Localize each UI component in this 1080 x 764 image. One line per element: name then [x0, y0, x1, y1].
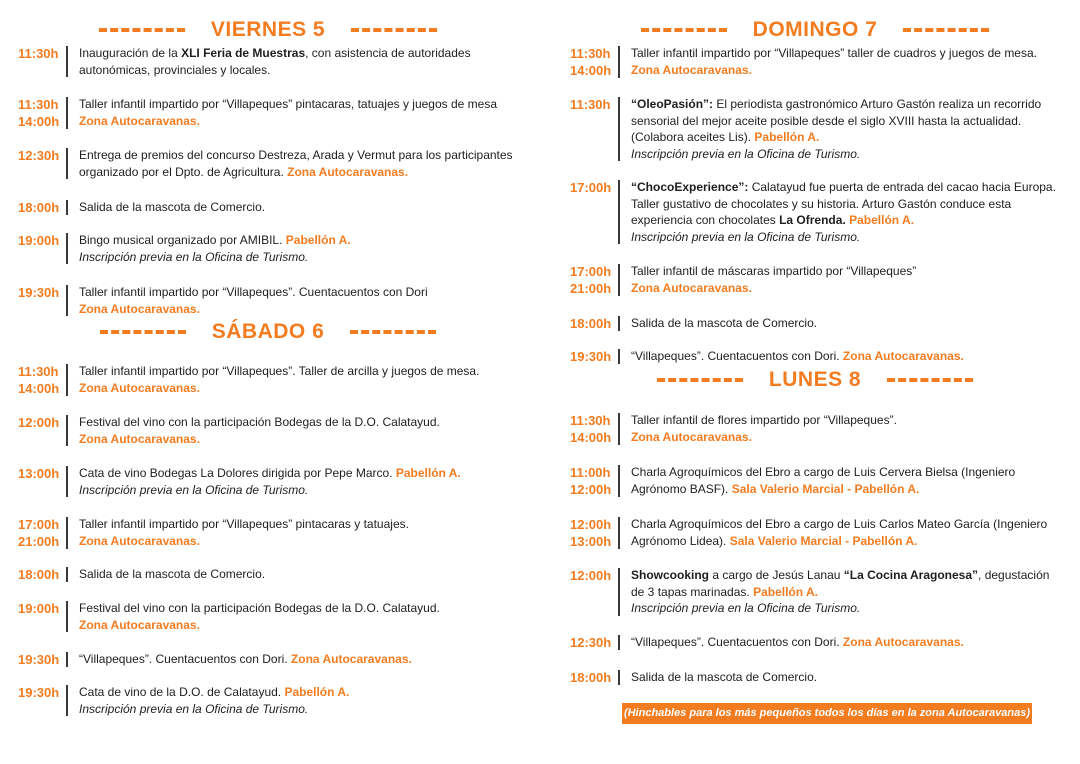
registration-note: Inscripción previa en la Oficina de Turismo. [631, 146, 861, 161]
registration-note: Inscripción previa en la Oficina de Turismo. [79, 249, 309, 264]
event-highlight: “ChocoExperience”: [631, 180, 749, 194]
event-item [18, 414, 518, 447]
time-divider [66, 652, 68, 667]
start-time: 18:00h [18, 200, 60, 215]
event-description [79, 199, 518, 216]
event-location: Zona Autocaravanas. [79, 301, 200, 316]
event-item [18, 465, 518, 498]
event-item [570, 348, 1060, 365]
day-title: SÁBADO 6 [211, 320, 325, 343]
event-text: Inauguración de la [79, 46, 182, 60]
event-item [18, 651, 518, 668]
start-time: 11:30h [570, 46, 611, 61]
event-text: Taller infantil impartido por “Villapeques” pintacaras, tatuajes y juegos de mesa [79, 97, 498, 111]
day-header-monday [570, 366, 1060, 394]
event-time [570, 412, 614, 446]
event-description [79, 566, 518, 583]
event-time [18, 284, 62, 317]
time-divider [618, 568, 620, 616]
start-time: 11:30h [18, 46, 59, 61]
event-time [18, 199, 62, 216]
time-divider [618, 517, 620, 549]
time-divider [618, 264, 620, 296]
event-description [631, 179, 1060, 245]
event-time [18, 566, 62, 583]
time-divider [618, 670, 620, 685]
event-location: Zona Autocaravanas. [79, 617, 200, 632]
event-text: a cargo de Jesús Lanau [709, 568, 844, 582]
event-highlight: “La Cocina Aragonesa” [843, 568, 979, 582]
event-description [79, 363, 518, 397]
event-time [570, 567, 614, 617]
start-time: 11:30h [570, 97, 611, 112]
time-divider [66, 466, 68, 497]
event-item [570, 45, 1060, 79]
event-item [18, 684, 518, 717]
event-highlight: “OleoPasión”: [631, 97, 714, 111]
event-time [570, 96, 614, 162]
start-time: 13:00h [18, 466, 60, 481]
start-time: 19:30h [570, 349, 612, 364]
time-divider [618, 46, 620, 78]
start-time: 17:00h [18, 517, 60, 532]
start-time: 11:30h [18, 97, 59, 112]
event-description [631, 567, 1060, 617]
event-description [79, 414, 518, 447]
event-description [79, 45, 518, 78]
event-item [18, 516, 518, 550]
start-time: 18:00h [570, 316, 612, 331]
event-time [18, 600, 62, 633]
event-description [79, 516, 518, 550]
day-header-friday [18, 16, 518, 44]
event-location: Pabellón A. [285, 233, 351, 247]
event-location: Zona Autocaravanas. [631, 429, 752, 444]
registration-note: Inscripción previa en la Oficina de Turismo. [79, 482, 309, 497]
event-highlight: XLI Feria de Muestras [181, 46, 306, 60]
event-time [570, 263, 614, 297]
event-item [18, 600, 518, 633]
event-time [570, 315, 614, 332]
event-location: Pabellón A. [754, 130, 820, 144]
event-text: Cata de vino Bodegas La Dolores dirigida por Pepe Marco. [79, 466, 396, 480]
event-description [631, 263, 1060, 297]
event-time [570, 634, 614, 651]
event-text: Salida de la mascota de Comercio. [79, 567, 266, 581]
start-time: 17:00h [570, 180, 612, 195]
start-time: 11:00h [570, 465, 611, 480]
event-time [18, 414, 62, 447]
event-item [18, 45, 518, 78]
event-location: Pabellón A. [284, 685, 350, 699]
event-text: Bingo musical organizado por AMIBIL. [79, 233, 286, 247]
start-time: 12:30h [18, 148, 60, 163]
event-time [18, 232, 62, 265]
event-time [18, 651, 62, 668]
event-description [631, 464, 1060, 498]
time-divider [618, 635, 620, 650]
day-header-saturday [18, 318, 518, 346]
end-time: 14:00h [18, 114, 60, 129]
header-dash-left [657, 378, 743, 382]
event-location: Zona Autocaravanas. [79, 380, 200, 395]
event-time [18, 147, 62, 180]
event-highlight: Showcooking [631, 568, 709, 582]
day-title: LUNES 8 [768, 368, 862, 391]
event-description [79, 147, 518, 180]
event-item [570, 464, 1060, 498]
event-location: Zona Autocaravanas. [842, 349, 964, 363]
event-description [79, 284, 518, 317]
start-time: 12:00h [570, 517, 612, 532]
registration-note: Inscripción previa en la Oficina de Turismo. [79, 701, 309, 716]
time-divider [66, 200, 68, 215]
event-description [79, 600, 518, 633]
start-time: 19:00h [18, 233, 60, 248]
event-location: Zona Autocaravanas. [79, 113, 200, 128]
event-item [18, 363, 518, 397]
start-time: 17:00h [570, 264, 612, 279]
header-dash-left [100, 330, 186, 334]
event-description [79, 465, 518, 498]
event-location: Pabellón A. [753, 584, 818, 599]
event-highlight: La Ofrenda. [779, 213, 846, 227]
event-text: “Villapeques”. Cuentacuentos con Dori. [79, 652, 291, 666]
event-time [570, 669, 614, 686]
time-divider [66, 285, 68, 316]
event-location: Sala Valerio Marcial - Pabellón A. [729, 533, 918, 548]
event-location: Zona Autocaravanas. [631, 280, 752, 295]
start-time: 11:30h [570, 413, 611, 428]
time-divider [66, 685, 68, 716]
event-location: Zona Autocaravanas. [287, 164, 409, 179]
time-divider [66, 601, 68, 632]
start-time: 18:00h [18, 567, 60, 582]
start-time: 19:00h [18, 601, 60, 616]
event-location: Pabellón A. [849, 213, 915, 227]
footer-note-banner: (Hinchables para los más pequeños todos los días en la zona Autocaravanas) [622, 703, 1032, 724]
event-time [570, 516, 614, 550]
event-item [18, 199, 518, 216]
end-time: 21:00h [18, 534, 60, 549]
time-divider [618, 349, 620, 364]
day-title: DOMINGO 7 [752, 18, 878, 41]
event-description [631, 669, 1060, 686]
end-time: 21:00h [570, 281, 612, 296]
event-item [570, 669, 1060, 686]
header-dash-right [350, 330, 436, 334]
start-time: 12:00h [570, 568, 612, 583]
time-divider [618, 413, 620, 445]
event-description [631, 412, 1060, 446]
event-item [18, 96, 518, 130]
event-description [631, 348, 1060, 365]
event-text: Taller infantil impartido por “Villapeques”. Taller de arcilla y juegos de mesa. [79, 364, 480, 378]
start-time: 12:00h [18, 415, 60, 430]
registration-note: Inscripción previa en la Oficina de Turismo. [631, 229, 861, 244]
event-item [570, 96, 1060, 162]
event-text: “Villapeques”. Cuentacuentos con Dori. [631, 635, 843, 649]
start-time: 12:30h [570, 635, 612, 650]
event-time [18, 96, 62, 130]
event-location: Zona Autocaravanas. [79, 431, 200, 446]
event-location: Zona Autocaravanas. [631, 62, 752, 77]
header-dash-left [99, 28, 185, 32]
time-divider [66, 148, 68, 179]
event-text: Festival del vino con la participación Bodegas de la D.O. Calatayud. [79, 601, 440, 615]
end-time: 14:00h [18, 381, 60, 396]
event-item [18, 566, 518, 583]
event-time [570, 464, 614, 498]
event-description [631, 315, 1060, 332]
end-time: 13:00h [570, 534, 612, 549]
event-text: Taller infantil de flores impartido por “Villapeques”. [631, 413, 897, 427]
event-description [79, 96, 518, 130]
day-title: VIERNES 5 [210, 18, 326, 41]
event-item [570, 315, 1060, 332]
event-item [570, 263, 1060, 297]
end-time: 14:00h [570, 430, 612, 445]
event-text: Salida de la mascota de Comercio. [631, 316, 818, 330]
end-time: 12:00h [570, 482, 612, 497]
event-text: Taller infantil impartido por “Villapeques”. Cuentacuentos con Dori [79, 285, 428, 299]
event-description [631, 96, 1060, 162]
event-time [18, 684, 62, 717]
event-text: Charla Agroquímicos del Ebro a cargo de Luis Cervera Bielsa (Ingeniero Agrónomo BASF). [631, 465, 1016, 496]
start-time: 19:30h [18, 685, 60, 700]
time-divider [66, 97, 68, 129]
event-time [18, 465, 62, 498]
time-divider [618, 180, 620, 244]
event-text: El periodista gastronómico Arturo Gastón realiza un recorrido sensorial del mejor aceite posible desde el siglo XVIII hasta la actualidad. (Colabora aceites Lis). [631, 97, 1042, 144]
event-item [18, 232, 518, 265]
event-description [79, 684, 518, 717]
event-description [631, 634, 1060, 651]
header-dash-right [351, 28, 437, 32]
event-text: Salida de la mascota de Comercio. [79, 200, 266, 214]
time-divider [618, 316, 620, 331]
time-divider [66, 415, 68, 446]
time-divider [66, 233, 68, 264]
header-dash-left [641, 28, 727, 32]
event-text: , degustación de 3 tapas marinadas. [631, 568, 1050, 599]
event-location: Sala Valerio Marcial - Pabellón A. [731, 481, 920, 496]
start-time: 19:30h [18, 652, 60, 667]
event-time [570, 45, 614, 79]
start-time: 18:00h [570, 670, 612, 685]
time-divider [66, 364, 68, 396]
event-description [79, 651, 518, 668]
event-time [18, 45, 62, 78]
event-item [570, 516, 1060, 550]
time-divider [66, 517, 68, 549]
time-divider [618, 465, 620, 497]
event-description [631, 45, 1060, 79]
event-time [570, 348, 614, 365]
event-location: Zona Autocaravanas. [79, 533, 200, 548]
event-time [18, 516, 62, 550]
header-dash-right [887, 378, 973, 382]
event-text: Taller infantil impartido por “Villapeques” pintacaras y tatuajes. [79, 517, 409, 531]
event-item [570, 179, 1060, 245]
header-dash-right [903, 28, 989, 32]
event-location: Pabellón A. [395, 466, 461, 480]
time-divider [618, 97, 620, 161]
event-item [570, 412, 1060, 446]
event-text: Cata de vino de la D.O. de Calatayud. [79, 685, 285, 699]
time-divider [66, 46, 68, 77]
event-text: Calatayud fue puerta de entrada del cacao hacia Europa. Taller gustativo de chocolates y su historia. Arturo Gastón conduce esta experiencia con chocolates [631, 180, 1056, 227]
event-time [18, 363, 62, 397]
event-description [631, 516, 1060, 550]
event-item [18, 284, 518, 317]
event-text: Entrega de premios del concurso Destreza, Arada y Vermut para los participantes organizado por el Dpto. de Agricultura. [79, 148, 513, 179]
event-description [79, 232, 518, 265]
end-time: 14:00h [570, 63, 612, 78]
day-header-sunday [570, 16, 1060, 44]
event-location: Zona Autocaravanas. [842, 635, 964, 649]
event-text: “Villapeques”. Cuentacuentos con Dori. [631, 349, 843, 363]
start-time: 11:30h [18, 364, 59, 379]
event-text: Charla Agroquímicos del Ebro a cargo de Luis Carlos Mateo García (Ingeniero Agrónomo Lidea). [631, 517, 1048, 548]
event-location: Zona Autocaravanas. [290, 652, 412, 666]
time-divider [66, 567, 68, 582]
event-text: Taller infantil de máscaras impartido por “Villapeques” [631, 264, 917, 278]
event-text: Taller infantil impartido por “Villapeques” taller de cuadros y juegos de mesa. [631, 46, 1037, 60]
event-item [570, 567, 1060, 617]
registration-note: Inscripción previa en la Oficina de Turismo. [631, 601, 861, 615]
event-text: , con asistencia de autoridades autonómicas, provinciales y locales. [79, 46, 471, 77]
event-item [570, 634, 1060, 651]
event-time [570, 179, 614, 245]
start-time: 19:30h [18, 285, 60, 300]
event-text: Festival del vino con la participación Bodegas de la D.O. Calatayud. [79, 415, 440, 429]
event-item [18, 147, 518, 180]
event-text: Salida de la mascota de Comercio. [631, 670, 818, 684]
